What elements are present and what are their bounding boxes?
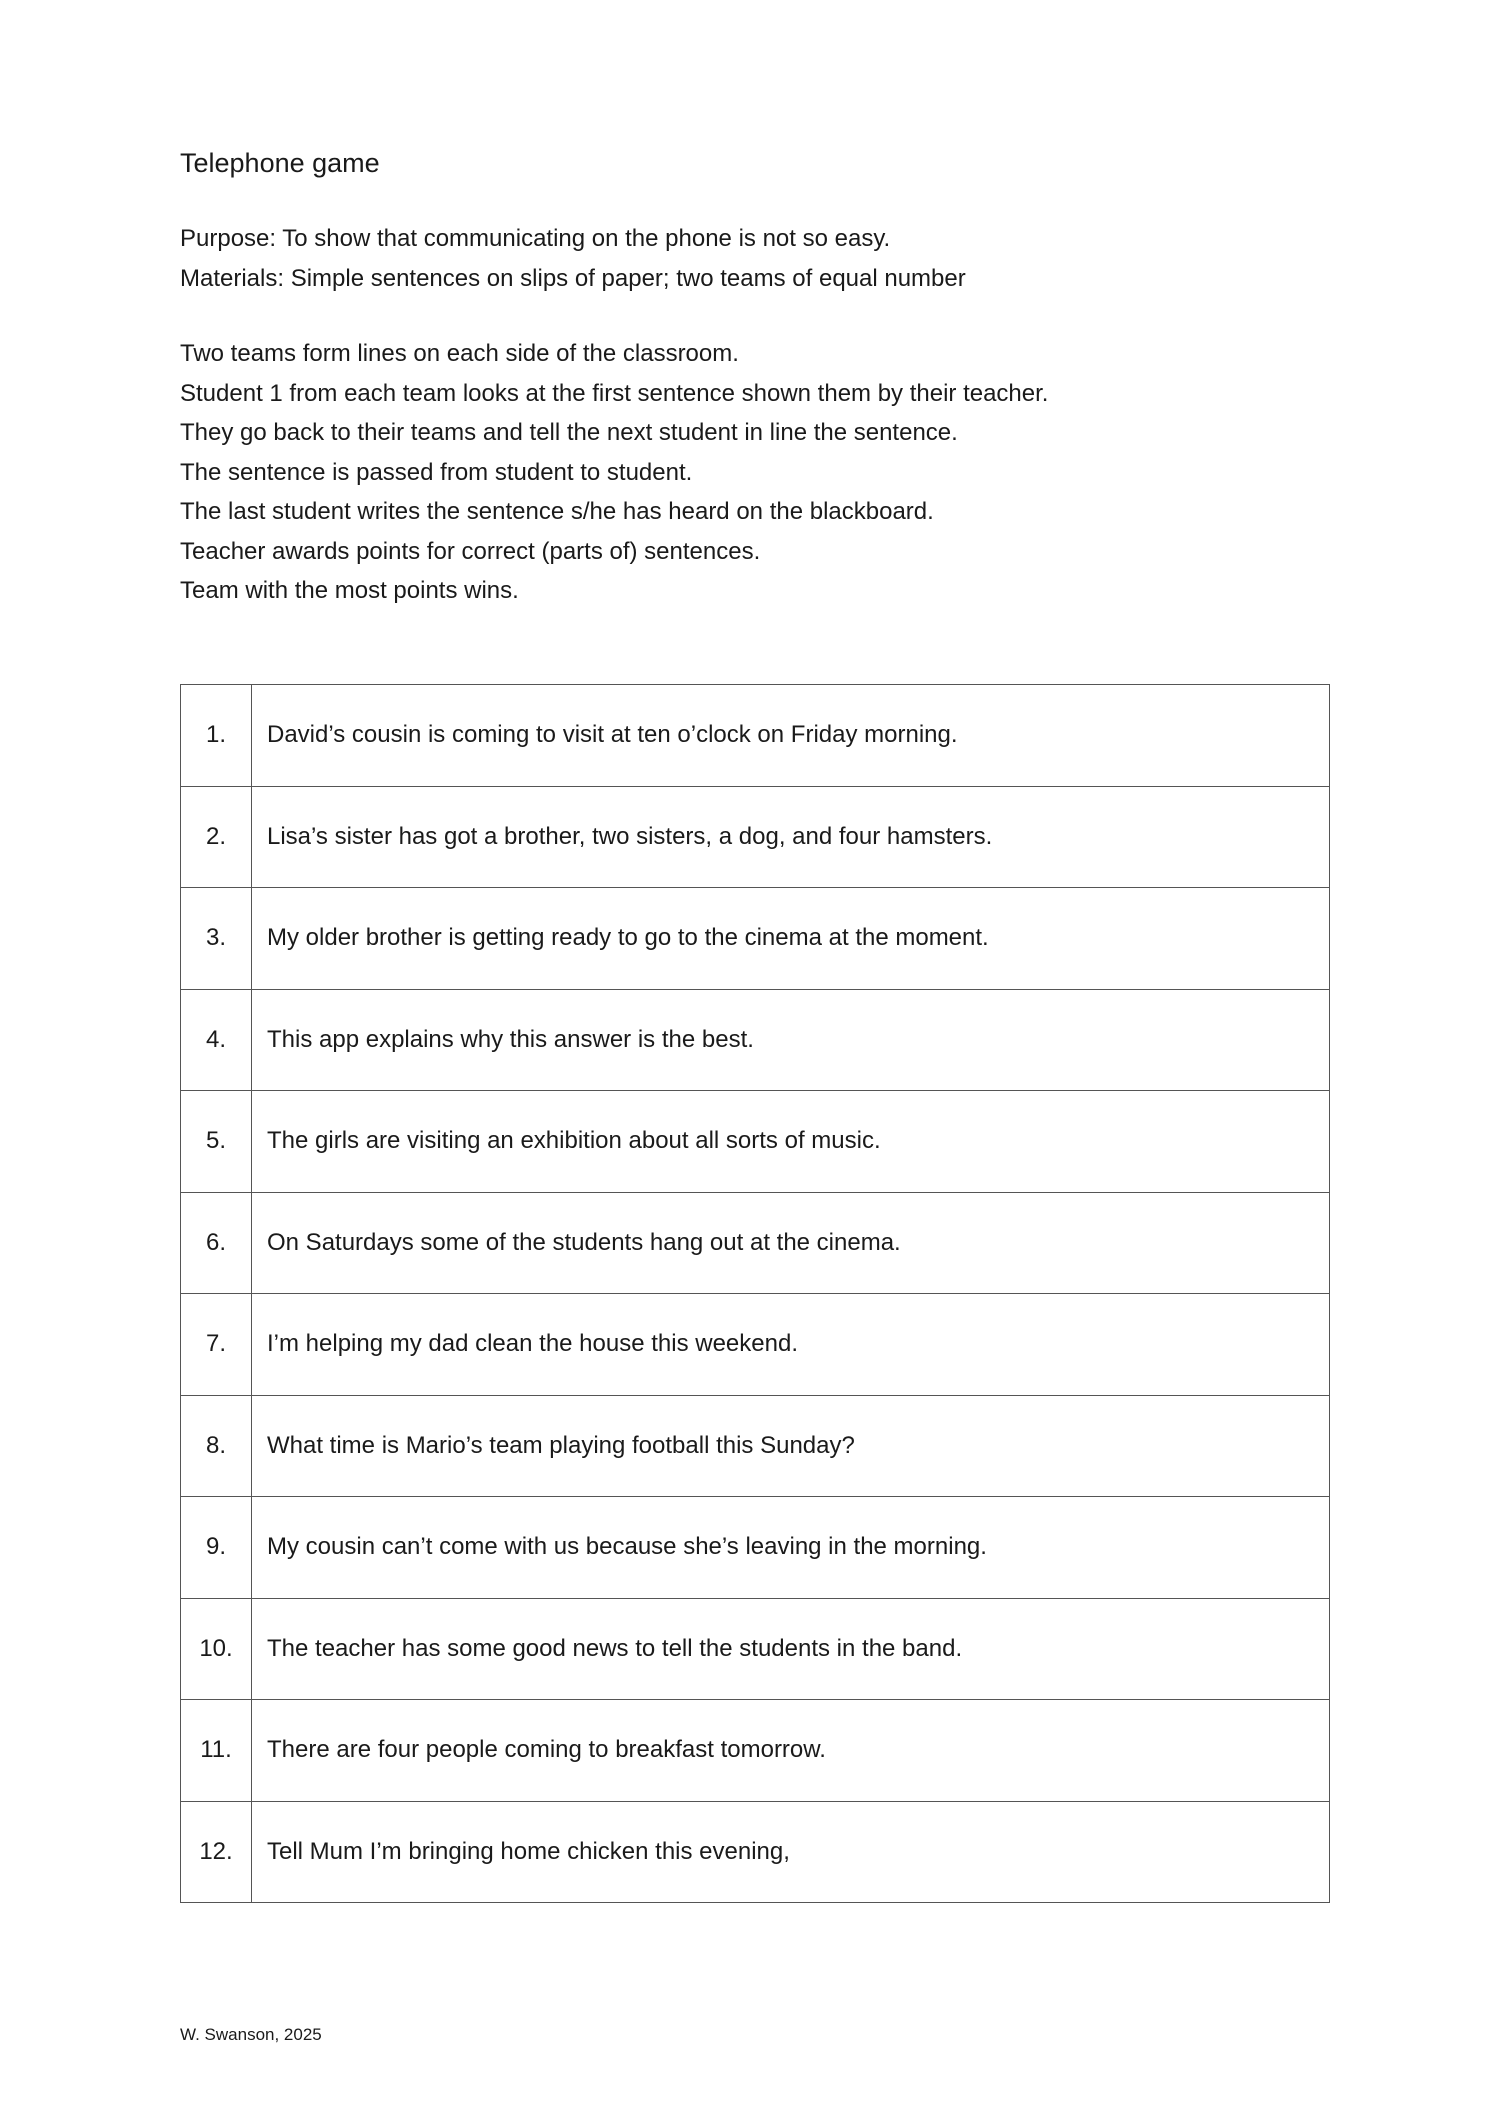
table-row (181, 1294, 1330, 1396)
table-row (181, 1700, 1330, 1802)
sentence-text: The girls are visiting an exhibition about all sorts of music. (252, 1091, 1330, 1193)
instruction-line: Team with the most points wins. (180, 577, 519, 604)
sentence-text: What time is Mario’s team playing football this Sunday? (252, 1395, 1330, 1497)
sentence-number: 5. (181, 1091, 252, 1193)
sentence-number: 11. (181, 1700, 252, 1802)
instruction-line: Two teams form lines on each side of the classroom. (180, 340, 739, 367)
instruction-line: Teacher awards points for correct (parts of) sentences. (180, 537, 761, 565)
sentence-text: I’m helping my dad clean the house this weekend. (252, 1294, 1330, 1396)
table-row (181, 786, 1330, 888)
table-row (181, 1091, 1330, 1193)
table-row (181, 1801, 1330, 1903)
sentence-text: On Saturdays some of the students hang out at the cinema. (252, 1192, 1330, 1294)
sentence-number: 9. (181, 1497, 252, 1599)
purpose-text: Purpose: To show that communicating on the phone is not so easy. (180, 225, 891, 252)
table-row (181, 1598, 1330, 1700)
sentence-text: The teacher has some good news to tell the students in the band. (252, 1598, 1330, 1700)
sentence-number: 2. (181, 786, 252, 888)
sentence-text: My cousin can’t come with us because she’s leaving in the morning. (252, 1497, 1330, 1599)
sentence-text: My older brother is getting ready to go to the cinema at the moment. (252, 888, 1330, 990)
sentence-number: 4. (181, 989, 252, 1091)
sentence-text: There are four people coming to breakfast tomorrow. (252, 1700, 1330, 1802)
instructions-list (180, 334, 1048, 611)
table-row (181, 888, 1330, 990)
sentence-number: 10. (181, 1598, 252, 1700)
sentence-number: 6. (181, 1192, 252, 1294)
sentence-number: 12. (181, 1801, 252, 1903)
page-title: Telephone game (180, 148, 380, 178)
sentence-text: David’s cousin is coming to visit at ten o’clock on Friday morning. (252, 685, 1330, 787)
instruction-line: They go back to their teams and tell the next student in line the sentence. (180, 419, 958, 446)
sentence-number: 8. (181, 1395, 252, 1497)
sentence-number: 1. (181, 685, 252, 787)
sentence-text: This app explains why this answer is the best. (252, 989, 1330, 1091)
sentence-text: Lisa’s sister has got a brother, two sisters, a dog, and four hamsters. (252, 786, 1330, 888)
materials-text: Materials: Simple sentences on slips of paper; two teams of equal number (180, 264, 966, 292)
instruction-line: Student 1 from each team looks at the first sentence shown them by their teacher. (180, 379, 1049, 407)
author-footer: W. Swanson, 2025 (180, 2025, 322, 2044)
sentence-text: Tell Mum I’m bringing home chicken this evening, (252, 1801, 1330, 1903)
table-row (181, 989, 1330, 1091)
sentence-number: 3. (181, 888, 252, 990)
instruction-line: The last student writes the sentence s/he has heard on the blackboard. (180, 498, 934, 525)
table-row (181, 1395, 1330, 1497)
activity-meta (180, 219, 966, 298)
table-row (181, 685, 1330, 787)
table-row (181, 1497, 1330, 1599)
sentences-table (180, 684, 1330, 1903)
table-row (181, 1192, 1330, 1294)
instruction-line: The sentence is passed from student to student. (180, 458, 693, 486)
sentence-number: 7. (181, 1294, 252, 1396)
